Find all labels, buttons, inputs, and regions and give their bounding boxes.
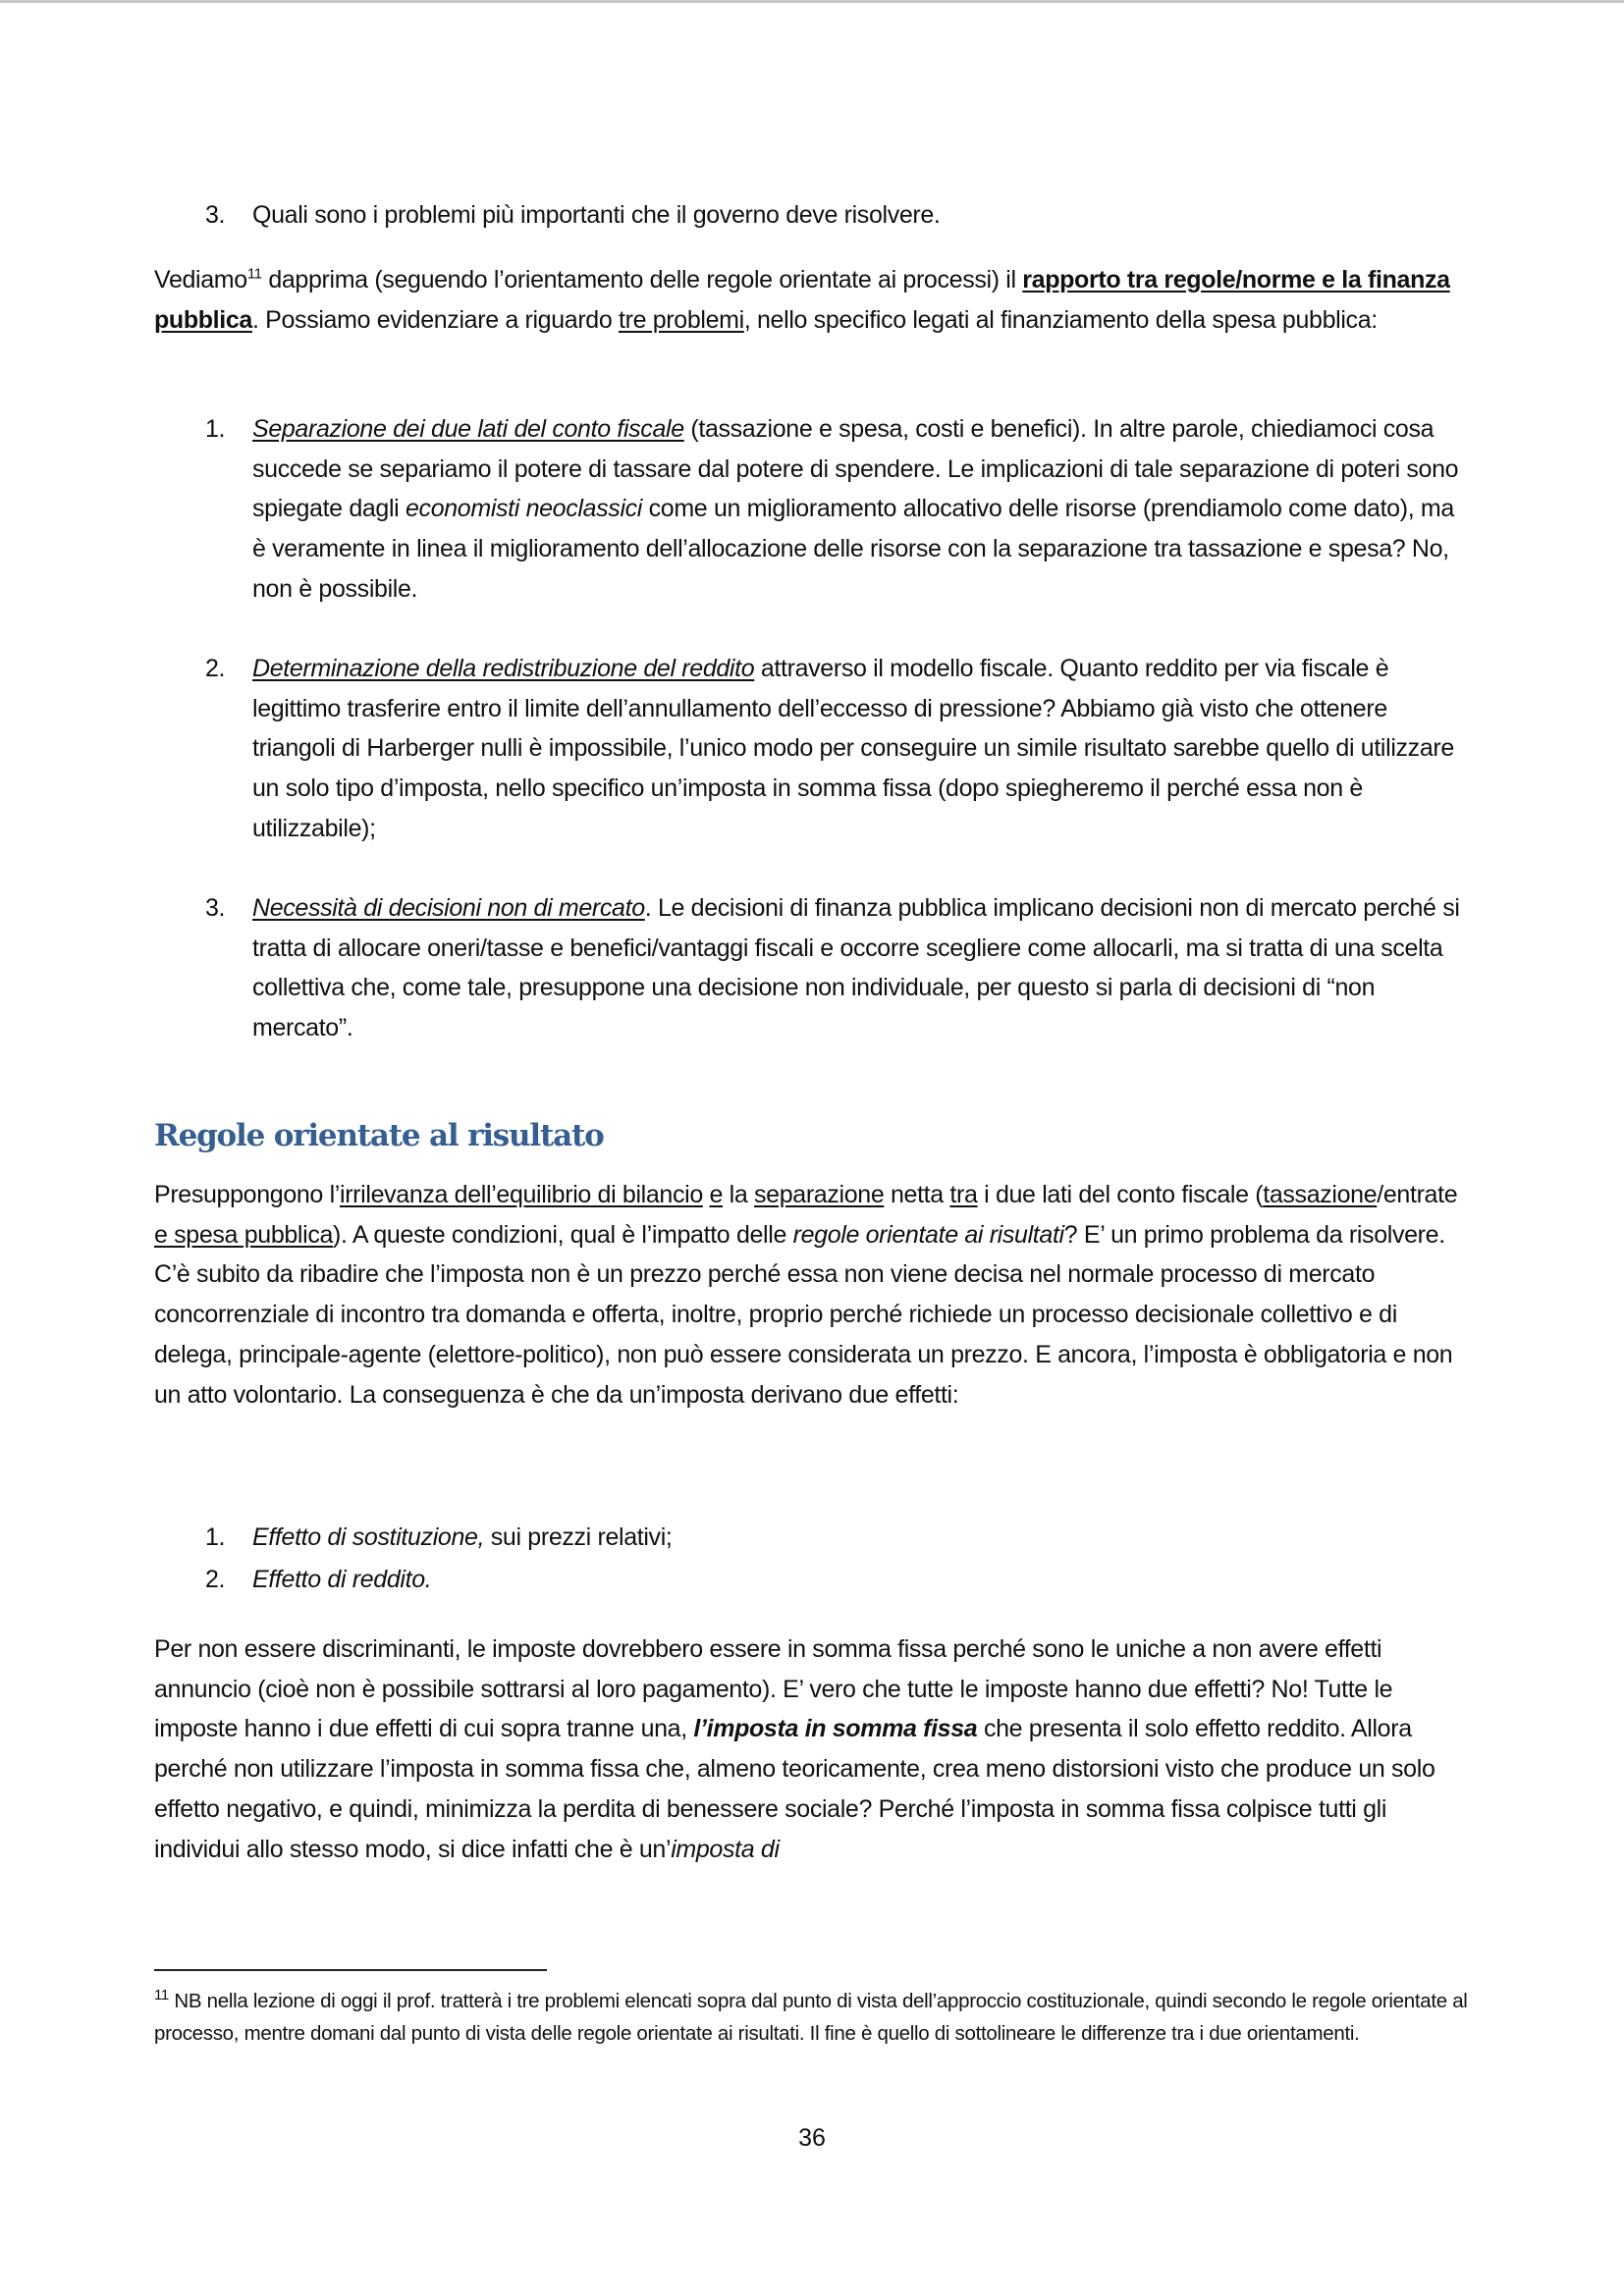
- text: netta: [884, 1181, 950, 1208]
- list-number: 3.: [205, 894, 226, 922]
- text: dapprima (seguendo l’orientamento delle regole orientate ai processi) il: [261, 266, 1023, 294]
- item-title: Necessità di decisioni non di mercato: [252, 894, 645, 922]
- footnote-number: 11: [154, 1987, 169, 2004]
- text: (tassazione e spesa, costi e benefici). In altre parole, chiediamoci cosa succede se separiamo il potere di tassare dal potere di spendere. Le implicazioni di tale separazione di poteri sono spiegate dagli: [252, 415, 1459, 523]
- text: [703, 1181, 710, 1208]
- underlined-phrase: e: [709, 1181, 724, 1208]
- list-number: 1.: [205, 1523, 226, 1551]
- paragraph-intro: [154, 260, 1470, 340]
- paragraph-risultato: [154, 1175, 1470, 1415]
- italic-text: regole orientate ai risultati: [792, 1220, 1064, 1249]
- footnote-ref[interactable]: 11: [246, 265, 262, 283]
- list-text: [252, 888, 1470, 1048]
- text: . Le decisioni di finanza pubblica implicano decisioni non di mercato perché si tratta di allocare oneri/tasse e benefici/vantaggi fiscali e occorre scegliere come allocarli, ma si tratta di una scelta collettiva che, come tale, presuppone una decisione non individuale, per questo si parla di decisioni di “non mercato”.: [252, 894, 1460, 1042]
- top-border: [0, 0, 1624, 3]
- text: i due lati del conto fiscale (: [977, 1181, 1264, 1208]
- text: . Possiamo evidenziare a riguardo: [251, 305, 620, 334]
- footnote: [154, 1985, 1475, 2050]
- list-text: Quali sono i problemi più importanti che il governo deve risolvere.: [252, 201, 941, 229]
- italic-text: economisti neoclassici: [405, 495, 643, 523]
- list-number: 3.: [205, 201, 226, 229]
- item-title: Separazione dei due lati del conto fiscale: [252, 415, 684, 443]
- underlined-phrase: tre problemi: [619, 305, 744, 334]
- text: come un miglioramento allocativo delle risorse (prendiamolo come dato), ma è veramente in linea il miglioramento dell’allocazione delle risorse con la separazione tra tassazione e spesa? No, non è possibile.: [252, 495, 1454, 603]
- paragraph-somma-fissa: [154, 1629, 1470, 1869]
- list-text: [252, 649, 1470, 849]
- list-text: [252, 1518, 1470, 1558]
- italic-text: Effetto di sostituzione,: [252, 1523, 485, 1551]
- page-number: 36: [798, 2124, 826, 2152]
- section-heading: Regole orientate al risultato: [154, 1118, 604, 1153]
- key-phrase: rapporto tra regole/norme e la finanza pubblica: [154, 266, 1450, 334]
- bold-italic-phrase: l’imposta in somma fissa: [693, 1715, 978, 1743]
- text: la: [723, 1181, 755, 1208]
- text: Presuppongono l’: [154, 1181, 340, 1208]
- text: ? E’ un primo problema da risolvere. C’è subito da ribadire che l’imposta non è un prezzo perché essa non viene decisa nel normale processo di mercato concorrenziale di incontro tra domanda e offerta, inoltre, proprio perché richiede un processo decisionale collettivo e di delega, principale-agente (elettore-politico), non può essere considerata un prezzo. E ancora, l’imposta è obbligatoria e non un atto volontario. La conseguenza è che da un’imposta derivano due effetti:: [154, 1220, 1453, 1409]
- underlined-phrase: separazione: [754, 1181, 885, 1208]
- list-number: 2.: [205, 655, 226, 682]
- italic-text: Effetto di reddito.: [252, 1566, 432, 1593]
- footnote-separator: [154, 1969, 547, 1971]
- text: Per non essere discriminanti, le imposte dovrebbero essere in somma fissa perché sono le uniche a non avere effetti annuncio (cioè non è possibile sottrarsi al loro pagamento). E’ vero che tutte le imposte hanno due effetti? No! Tutte le imposte hanno i due effetti di cui sopra tranne una,: [154, 1635, 1393, 1743]
- text: , nello specifico legati al finanziamento della spesa pubblica:: [743, 305, 1378, 334]
- underlined-phrase: e spesa pubblica: [154, 1220, 334, 1249]
- list-text: [252, 1560, 1470, 1600]
- text: /entrate: [1377, 1181, 1458, 1208]
- text: ). A queste condizioni, qual è l’impatto delle: [333, 1220, 793, 1249]
- text: Vediamo: [154, 266, 247, 294]
- list-number: 1.: [205, 415, 226, 443]
- text: che presenta il solo effetto reddito. Allora perché non utilizzare l’imposta in somma fissa che, almeno teoricamente, crea meno distorsioni visto che produce un solo effetto negativo, e quindi, minimizza la perdita di benessere sociale? Perché l’imposta in somma fissa colpisce tutti gli individui allo stesso modo, si dice infatti che è un’: [154, 1715, 1435, 1863]
- list-number: 2.: [205, 1566, 226, 1593]
- underlined-phrase: tra: [949, 1181, 978, 1208]
- list-text: [252, 409, 1470, 610]
- underlined-phrase: irrilevanza dell’equilibrio di bilancio: [340, 1181, 703, 1208]
- text: attraverso il modello fiscale. Quanto reddito per via fiscale è legittimo trasferire entro il limite dell’annullamento dell’eccesso di pressione? Abbiamo già visto che ottenere triangoli di Harberger nulli è impossibile, l’unico modo per conseguire un simile risultato sarebbe quello di utilizzare un solo tipo d’imposta, nello specifico un’imposta in somma fissa (dopo spiegheremo il perché essa non è utilizzabile);: [252, 655, 1454, 842]
- underlined-phrase: tassazione: [1263, 1181, 1378, 1208]
- footnote-text: NB nella lezione di oggi il prof. tratterà i tre problemi elencati sopra dal punto di vista dell’approccio costituzionale, quindi secondo le regole orientate al processo, mentre domani dal punto di vista delle regole orientate ai risultati. Il fine è quello di sottolineare le differenze tra i due orientamenti.: [154, 1990, 1468, 2045]
- item-title: Determinazione della redistribuzione del reddito: [252, 655, 755, 682]
- italic-text: imposta di: [671, 1835, 780, 1863]
- text: sui prezzi relativi;: [484, 1523, 673, 1551]
